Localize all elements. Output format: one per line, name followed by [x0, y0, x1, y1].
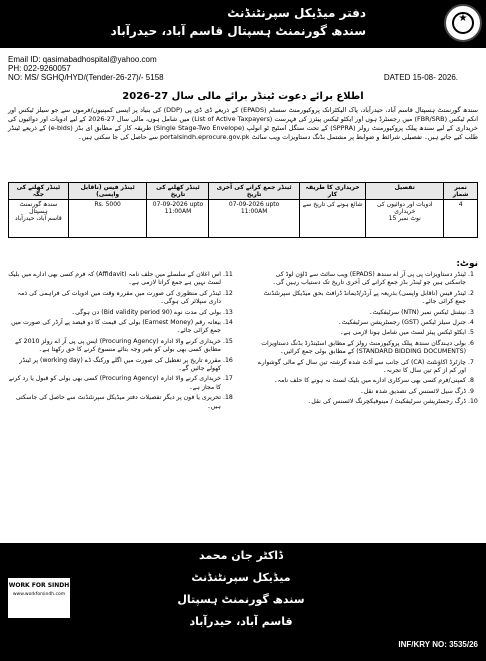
table-header: خریداری کا طریقہ کار	[299, 183, 365, 200]
cell-place: سندھ گورنمنٹ ہسپتال قاسم آباد، حیدرآباد	[9, 200, 69, 238]
notice-title: اطلاع برائے دعوت ٹینڈر برائے مالی سال 27-2026	[122, 91, 364, 102]
header-banner	[0, 0, 486, 48]
intro-paragraph: سندھ گورنمنٹ ہسپتال قاسم آباد، حیدرآباد، پاک الیکٹرانک پروکیورمنٹ سسٹم (EPADS) کے ذریعے ڈی ڈی پی (DDP) کی بنیاد پر ایسی کمپنیوں/فرموں سے جو سیلز ٹیکس اور انکم ٹیکس (FBR/SRB) میں رجسٹرڈ ہوں اور ایکٹو ٹیکس پیئرز کی فہرست (List of Active Taxpayers) میں شامل ہوں، مالی سال 27-2026 کے لیے ادویات اور دوائیوں کی خریداری کے لیے سندھ پبلک پروکیورمنٹ رولز (SPPRA) کے تحت سنگل اسٹیج ٹو انولپ (Single Stage-Two Envelope) طریقہ کار کے مطابق ای بڈز (e-bids) کے ذریعے ٹینڈر طلب کیے جاتے ہیں۔ تفصیلی شرائط و ضوابط پر مشتمل بڈنگ دستاویزات ویب سائٹ portalsindh.eprocure.gov.pk سے حاصل کی جا سکتی ہیں۔	[8, 106, 478, 141]
government-seal-icon: ★	[444, 4, 482, 42]
notes-heading: نوٹ:	[456, 259, 478, 269]
note-item: 10. ڈرگ رجسٹریشن سرٹیفکیٹ / مینوفیکچرنگ لائسنس کی نقل۔	[253, 398, 466, 406]
signatory-org: سندھ گورنمنٹ ہسپتال	[177, 593, 305, 606]
cell-method: شائع ہونے کی تاریخ سے	[299, 200, 365, 238]
note-item: 4. جنرل سیلز ٹیکس (GST) رجسٹریشن سرٹیفکیٹ۔	[253, 319, 466, 327]
tender-table	[8, 182, 478, 238]
note-item: 14. بیعانہ رقم (Earnest Money) بولی کی قیمت کا دو فیصد پے آرڈر کی صورت میں جمع کرائی جائے۔	[8, 319, 221, 336]
reference-number: NO: MS/ SGHQ/HYD/(Tender-26-27)/- 5158	[8, 73, 164, 82]
note-item: 6. بولی دہندگان سندھ پبلک پروکیورمنٹ رولز کے مطابق اسٹینڈرڈ بڈنگ دستاویزات (STANDARD BIDDING DOCUMENTS) کے مطابق بولی جمع کرائیں۔	[253, 340, 466, 357]
work-for-sindh-logo	[8, 578, 70, 618]
note-item: 15. خریداری کرنے والا ادارہ (Procuring Agency) ایس پی پی آر اے رولز 2010 کے مطابق کسی بھی بولی کو بغیر وجہ بتائے منسوخ کرنے کا حق رکھتا ہے۔	[8, 338, 221, 355]
note-item: 8. کمپنی/فرم کسی بھی سرکاری ادارے میں بلیک لسٹ نہ ہونے کا حلف نامہ۔	[253, 377, 466, 385]
cell-description: ادویات اور دوائیوں کی خریداری نوٹ نمبر 15	[366, 200, 444, 238]
cell-submit-date: 07-09-2026 upto 11:00AM	[209, 200, 299, 238]
table-header: ٹینڈر کھلنے کی تاریخ	[147, 183, 209, 200]
table-header: ٹینڈر فیس (ناقابل واپسی)	[68, 183, 147, 200]
wfs-label: WORK FOR SINDH	[8, 582, 70, 589]
note-item: 5. ایکٹو ٹیکس پیئر لسٹ میں شامل ہونا لازمی ہے۔	[253, 329, 466, 337]
signatory-designation: میڈیکل سپرنٹنڈنٹ	[191, 571, 291, 584]
email-line: Email ID: qasimabadhospital@yahoo.com	[8, 55, 157, 64]
office-title: دفتر میڈیکل سپرنٹنڈنٹ	[227, 6, 366, 20]
note-item: 17. خریداری کرنے والا ادارہ (Procuring Agency) کسی بھی بولی کو قبول یا رد کرنے کا مجاز ہے۔	[8, 375, 221, 392]
wfs-url: www.workforsindh.com	[12, 592, 66, 597]
note-item: 7. چارٹرڈ اکاؤنٹنٹ (CA) کی جانب سے آڈٹ شدہ گزشتہ تین سال کے مالی گوشوارے اور کم از کم تین سال کا تجربہ۔	[253, 359, 466, 376]
note-item: 13. بولی کی مدت نوے (Bid validity period 90) دن ہوگی۔	[8, 309, 221, 317]
cell-fee: Rs. 5000	[68, 200, 147, 238]
table-header: ٹینڈر کھلنے کی جگہ	[9, 183, 69, 200]
note-item: 18. تحریری یا فون پر دیگر تفصیلات دفتر میڈیکل سپرنٹنڈنٹ سے حاصل کی جاسکتی ہیں۔	[8, 394, 221, 411]
signatory-location: قاسم آباد، حیدرآباد	[189, 615, 293, 628]
note-item: 3. نیشنل ٹیکس نمبر (NTN) سرٹیفکیٹ۔	[253, 309, 466, 317]
cell-number: 4	[444, 200, 478, 238]
note-item: 9. ڈرگ سیل لائسنس کی تصدیق شدہ نقل۔	[253, 388, 466, 396]
table-header: نمبر شمار	[444, 183, 478, 200]
note-item: 2. ٹینڈر فیس (ناقابل واپسی) بذریعہ پے آرڈر/ڈیمانڈ ڈرافٹ بحق میڈیکل سپرنٹنڈنٹ جمع کرائی جائے۔	[253, 290, 466, 307]
notes-left-column	[8, 271, 233, 413]
note-item: 11. اس اعلان کے سلسلے میں حلف نامہ (Affidavit) کہ فرم کسی بھی ادارے میں بلیک لسٹ نہیں ہے جمع کرانا لازمی ہے۔	[8, 271, 221, 288]
table-header-row	[9, 183, 478, 200]
notes-right-column	[253, 271, 478, 409]
inf-kry-number: INF/KRY NO: 3535/26	[398, 640, 478, 649]
note-item: 16. مقررہ تاریخ پر تعطیل کی صورت میں اگلے ورکنگ ڈے (working day) پر ٹینڈر کھولے جائیں گے۔	[8, 357, 221, 374]
table-row	[9, 200, 478, 238]
notice-date: DATED 15-08- 2026.	[383, 73, 458, 82]
note-item: 12. ٹینڈر کی منظوری کی صورت میں مقررہ وقت میں ادویات کی فراہمی کی ذمہ داری سپلائر کی ہوگی۔	[8, 290, 221, 307]
signatory-name: ڈاکٹر جان محمد	[199, 549, 283, 562]
phone-line: PH: 022-9260057	[8, 64, 71, 73]
table-header: ٹینڈر جمع کرانے کی آخری تاریخ	[209, 183, 299, 200]
note-item: 1. ٹینڈر دستاویزات پی پی آر اے سندھ (EPADS) ویب سائٹ سے ڈاؤن لوڈ کی جاسکتی ہیں جو ٹینڈر بڈز جمع کرانے کی آخری تاریخ تک دستیاب رہیں گی۔	[253, 271, 466, 288]
table-header: تفصیل	[366, 183, 444, 200]
hospital-title: سندھ گورنمنٹ ہسپتال قاسم آباد، حیدرآباد	[110, 24, 366, 38]
cell-open-date: 07-09-2026 upto 11:00AM	[147, 200, 209, 238]
